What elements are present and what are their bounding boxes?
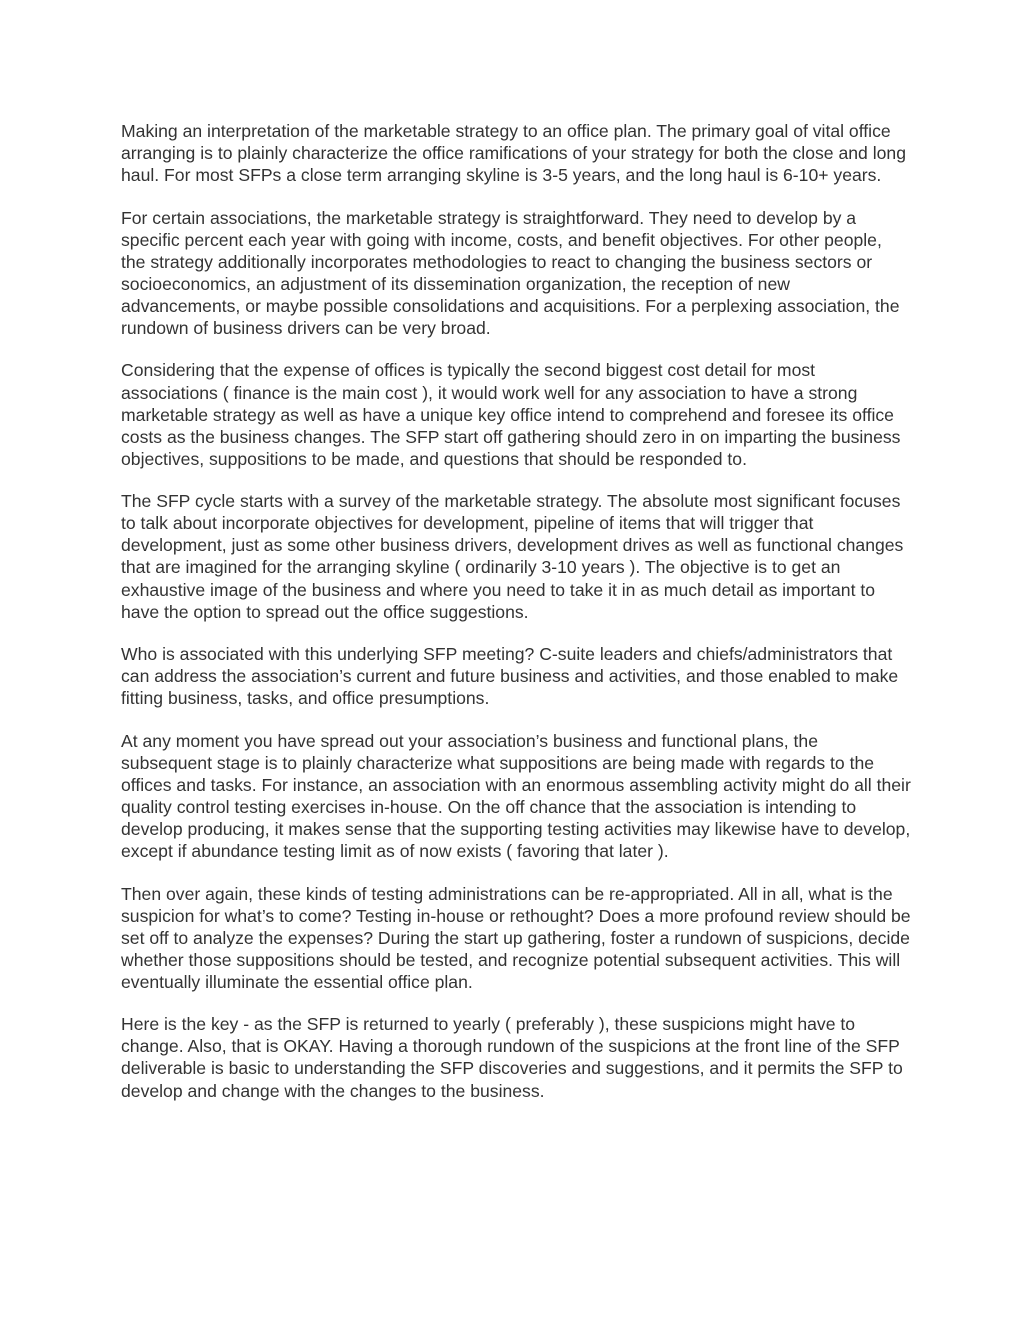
paragraph-6: At any moment you have spread out your association’s business and functional plans, the subsequent stage is to plainly characterize what suppositions are being made with regards to the offices and tasks. For instance, an association with an enormous assembling activity might do all their quality control testing exercises in-house. On the off chance that the association is intending to develop producing, it makes sense that the supporting testing activities may likewise have to develop, except if abundance testing limit as of now exists ( favoring that later ). [121, 730, 911, 862]
paragraph-4: The SFP cycle starts with a survey of the marketable strategy. The absolute most significant focuses to talk about incorporate objectives for development, pipeline of items that will trigger that development, just as some other business drivers, development drives as well as functional changes that are imagined for the arranging skyline ( ordinarily 3-10 years ). The objective is to get an exhaustive image of the business and where you need to take it in as much detail as important to have the option to spread out the office suggestions. [121, 491, 904, 622]
paragraph-8: Here is the key - as the SFP is returned to yearly ( preferably ), these suspicions might have to change. Also, that is OKAY. Having a thorough rundown of the suspicions at the front line of the SFP deliverable is basic to understanding the SFP discoveries and suggestions, and it permits the SFP to develop and change with the changes to the business. [121, 1014, 903, 1101]
paragraph-1: Making an interpretation of the marketable strategy to an office plan. The primary goal of vital office arranging is to plainly characterize the office ramifications of your strategy for both the close and long haul. For most SFPs a close term arranging skyline is 3-5 years, and the long haul is 6-10+ years. [121, 121, 906, 186]
document-body [121, 120, 911, 1122]
paragraph-3: Considering that the expense of offices is typically the second biggest cost detail for most associations ( finance is the main cost ), it would work well for any association to have a strong marketable strategy as well as have a unique key office intend to comprehend and foresee its office costs as the business changes. The SFP start off gathering should zero in on imparting the business objectives, suppositions to be made, and questions that should be responded to. [121, 360, 901, 469]
paragraph-2: For certain associations, the marketable strategy is straightforward. They need to develop by a specific percent each year with going with income, costs, and benefit objectives. For other people, the strategy additionally incorporates methodologies to react to changing the business sectors or socioeconomics, an adjustment of its dissemination organization, the reception of new advancements, or maybe possible consolidations and acquisitions. For a perplexing association, the rundown of business drivers can be very broad. [121, 207, 900, 339]
paragraph-7: Then over again, these kinds of testing administrations can be re-appropriated. All in all, what is the suspicion for what’s to come? Testing in-house or rethought? Does a more profound review should be set off to analyze the expenses? During the start up gathering, foster a rundown of suspicions, decide whether those suppositions should be tested, and recognize potential subsequent activities. This will eventually illuminate the essential office plan. [121, 883, 911, 992]
paragraph-5: Who is associated with this underlying SFP meeting? C-suite leaders and chiefs/administrators that can address the association’s current and future business and activities, and those enabled to make fitting business, tasks, and office presumptions. [121, 644, 899, 709]
